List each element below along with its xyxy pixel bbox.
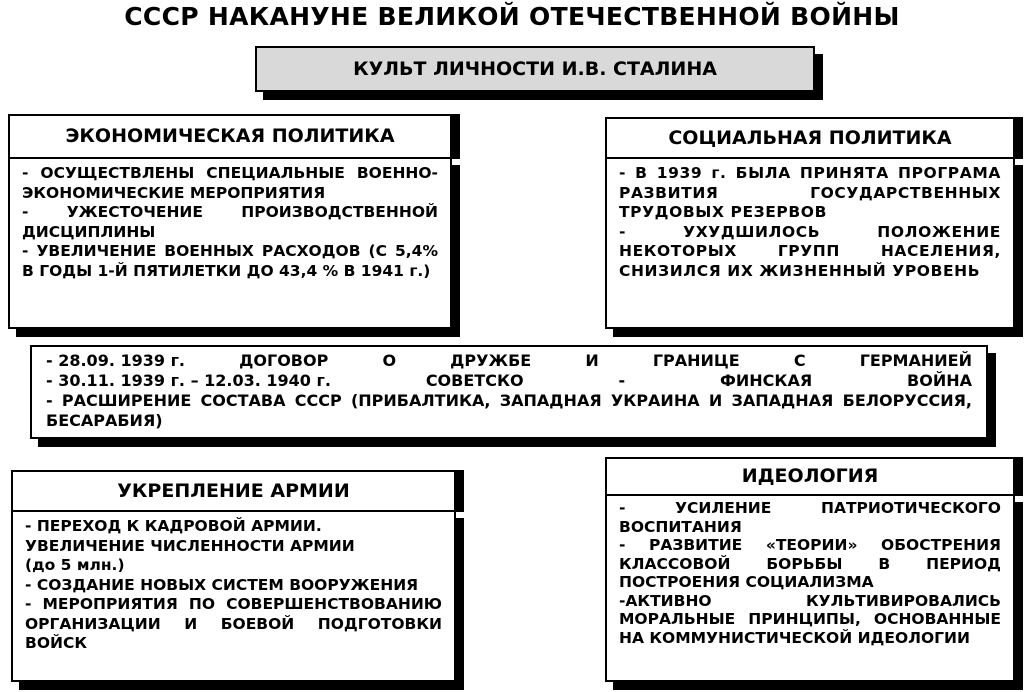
subtitle-box: КУЛЬТ ЛИЧНОСТИ И.В. СТАЛИНА xyxy=(255,46,815,92)
list-item: - ПЕРЕХОД К КАДРОВОЙ АРМИИ. xyxy=(25,517,322,535)
army-heading: УКРЕПЛЕНИЕ АРМИИ xyxy=(11,470,456,512)
list-item: УВЕЛИЧЕНИЕ ЧИСЛЕННОСТИ АРМИИ xyxy=(25,536,355,555)
event-word: ФИНСКАЯ xyxy=(719,371,813,390)
ideology-list xyxy=(607,499,1013,647)
event-word: ГЕРМАНИЕЙ xyxy=(859,351,972,370)
list-item: - УЖЕСТОЧЕНИЕ ПРОИЗВОДСТВЕННОЙ ДИСЦИПЛИНЫ xyxy=(22,203,438,241)
event-word: ГРАНИЦЕ xyxy=(652,351,740,370)
list-item: - УХУДШИЛОСЬ ПОЛОЖЕНИЕ НЕКОТОРЫХ ГРУПП НАСЕЛЕНИЯ, СНИЗИЛСЯ ИХ ЖИЗНЕННЫЙ УРОВЕНЬ xyxy=(619,222,1001,280)
list-item: -АКТИВНО КУЛЬТИВИРОВАЛИСЬ МОРАЛЬНЫЕ ПРИНЦИПЫ, ОСНОВАННЫЕ НА КОММУНИСТИЧЕСКОЙ ИДЕОЛОГИИ xyxy=(619,591,1001,647)
event-word: - xyxy=(618,371,626,390)
event-word: ДОГОВОР xyxy=(239,351,329,370)
ideology-heading: ИДЕОЛОГИЯ xyxy=(605,457,1015,496)
list-item: (до 5 млн.) xyxy=(25,556,125,574)
economic-policy-heading: ЭКОНОМИЧЕСКАЯ ПОЛИТИКА xyxy=(8,114,452,159)
event-word: О xyxy=(382,351,397,370)
event-word: ДРУЖБЕ xyxy=(450,351,532,370)
economic-policy-list xyxy=(10,164,450,281)
event-date: - 28.09. 1939 г. xyxy=(46,351,186,370)
army-list xyxy=(13,517,454,654)
event-row-1 xyxy=(46,351,972,371)
list-item: - ОСУЩЕСТВЛЕНЫ СПЕЦИАЛЬНЫЕ ВОЕННО-ЭКОНОМИЧЕСКИЕ МЕРОПРИЯТИЯ xyxy=(22,164,438,202)
event-date: - 30.11. 1939 г. – 12.03. 1940 г. xyxy=(46,371,331,390)
event-row-3: - РАСШИРЕНИЕ СОСТАВА СССР (ПРИБАЛТИКА, ЗАПАДНАЯ УКРАИНА И ЗАПАДНАЯ БЕЛОРУССИЯ, БЕСАРАБИЯ) xyxy=(46,391,972,430)
social-policy-list xyxy=(607,164,1013,281)
event-word: И xyxy=(585,351,599,370)
social-policy-heading: СОЦИАЛЬНАЯ ПОЛИТИКА xyxy=(605,117,1015,159)
page-title: СССР НАКАНУНЕ ВЕЛИКОЙ ОТЕЧЕСТВЕННОЙ ВОЙНЫ xyxy=(124,2,900,31)
list-item: - УСИЛЕНИЕ ПАТРИОТИЧЕСКОГО ВОСПИТАНИЯ xyxy=(619,499,1001,536)
event-word: ВОЙНА xyxy=(907,371,972,390)
list-item: - МЕРОПРИЯТИЯ ПО СОВЕРШЕНСТВОВАНИЮ ОРГАНИЗАЦИИ И БОЕВОЙ ПОДГОТОВКИ ВОЙСК xyxy=(25,595,442,652)
event-row-2 xyxy=(46,371,972,391)
event-word: С xyxy=(793,351,806,370)
list-item: - РАЗВИТИЕ «ТЕОРИИ» ОБОСТРЕНИЯ КЛАССОВОЙ БОРЬБЫ В ПЕРИОД ПОСТРОЕНИЯ СОЦИАЛИЗМА xyxy=(619,536,1001,591)
list-item: - СОЗДАНИЕ НОВЫХ СИСТЕМ ВООРУЖЕНИЯ xyxy=(25,575,419,594)
list-item: - В 1939 г. БЫЛА ПРИНЯТА ПРОГРАМА РАЗВИТИЯ ГОСУДАРСТВЕННЫХ ТРУДОВЫХ РЕЗЕРВОВ xyxy=(619,164,1001,221)
list-item: - УВЕЛИЧЕНИЕ ВОЕННЫХ РАСХОДОВ (С 5,4% В ГОДЫ 1-Й ПЯТИЛЕТКИ ДО 43,4 % В 1941 г.) xyxy=(22,242,438,280)
events-box xyxy=(30,345,988,439)
event-word: СОВЕТСКО xyxy=(425,371,524,390)
